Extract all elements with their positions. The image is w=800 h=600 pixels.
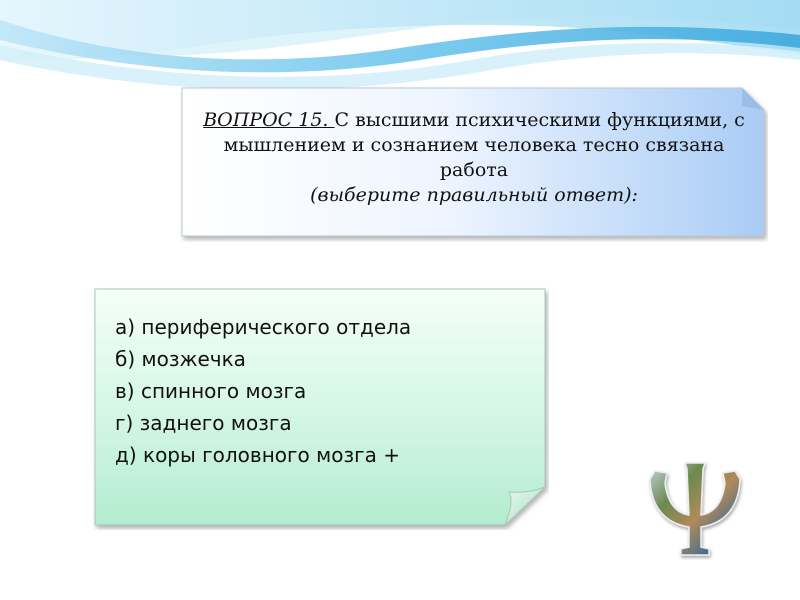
question-body: С высшими психическими функциями, с мышлением и сознанием человека тесно связана работа: [223, 109, 745, 181]
question-hint: (выберите правильный ответ):: [310, 184, 638, 206]
answer-option-d[interactable]: г) заднего мозга: [115, 411, 292, 435]
question-box: [180, 86, 768, 242]
answer-option-c[interactable]: в) спинного мозга: [115, 379, 307, 403]
question-number: ВОПРОС 15.: [203, 109, 335, 131]
psi-letter-icon: [645, 455, 745, 560]
question-text: [198, 108, 750, 208]
answer-option-e[interactable]: д) коры головного мозга +: [115, 443, 400, 467]
answer-option-b[interactable]: б) мозжечка: [115, 347, 246, 371]
answer-option-a[interactable]: а) периферического отдела: [115, 315, 412, 339]
answer-list: [115, 311, 411, 471]
answers-box: [93, 287, 549, 530]
